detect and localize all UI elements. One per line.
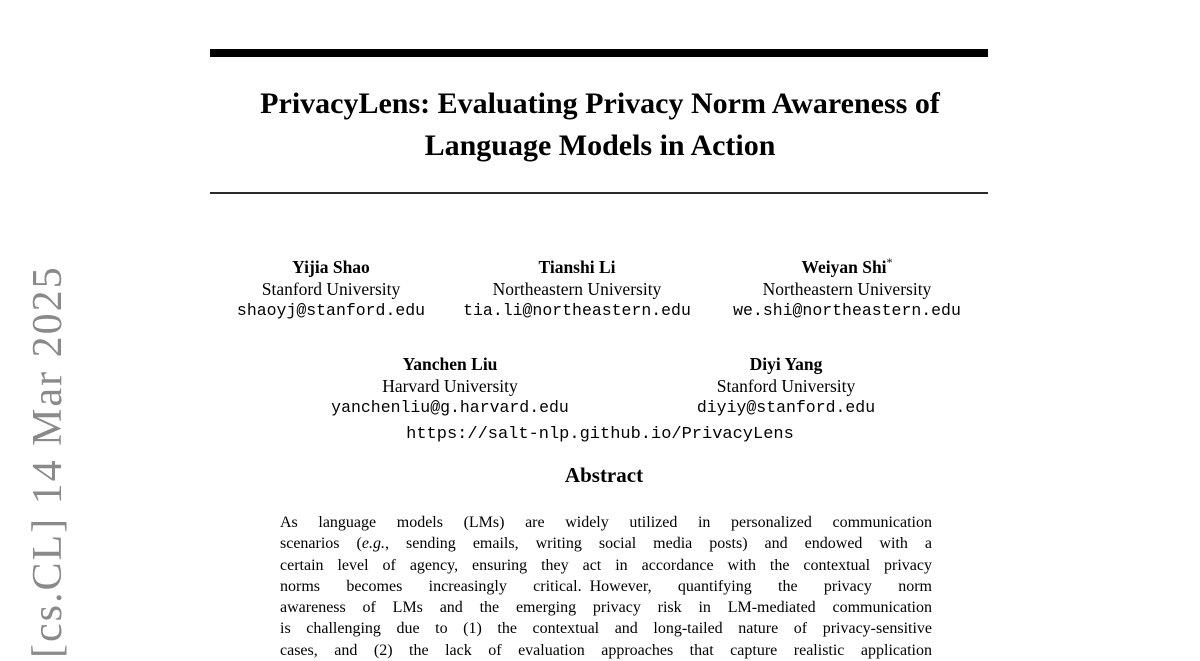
author-yanchen-liu: [331, 348, 569, 419]
author-note: *: [886, 255, 893, 269]
author-email: shaoyj@stanford.edu: [236, 300, 426, 320]
abstract-line: is challenging due to (1) the contextual and long-tailed nature of privacy-sensitive: [280, 620, 932, 638]
top-rule-thick: [210, 49, 988, 57]
author-affiliation: Northeastern University: [492, 278, 662, 299]
author-name: Yanchen Liu: [402, 353, 498, 374]
author-affiliation: Stanford University: [261, 278, 401, 299]
abstract-line: scenarios (e.g., sending emails, writing social media posts) and endowed with a: [280, 535, 933, 553]
author-weiyan-shi: [733, 251, 961, 322]
author-email: yanchenliu@g.harvard.edu: [331, 397, 569, 417]
abstract-line: certain level of agency, ensuring they act in accordance with the contextual privacy: [280, 556, 932, 574]
author-email: tia.li@northeastern.edu: [463, 300, 691, 320]
paper-title-line-2: Language Models in Action: [424, 129, 776, 162]
author-diyi-yang: [697, 348, 875, 419]
author-email: we.shi@northeastern.edu: [733, 300, 961, 320]
abstract-line: As language models (LMs) are widely utilized in personalized communication: [280, 514, 932, 531]
author-affiliation: Stanford University: [716, 375, 856, 396]
project-url-link[interactable]: https://salt-nlp.github.io/PrivacyLens: [406, 425, 794, 444]
abstract-line: cases, and (2) the lack of evaluation approaches that capture realistic application: [280, 641, 932, 659]
abstract-line: norms becomes increasingly critical. However, quantifying the privacy norm: [280, 577, 932, 595]
author-affiliation: Harvard University: [382, 375, 518, 396]
abstract-line: awareness of LMs and the emerging privacy risk in LM-mediated communication: [280, 599, 932, 617]
author-affiliation: Northeastern University: [762, 278, 932, 299]
paper-title-line-1: PrivacyLens: Evaluating Privacy Norm Awareness of: [260, 87, 940, 120]
author-tianshi-li: [463, 251, 691, 322]
author-yijia-shao: [237, 251, 425, 322]
author-email: diyiy@stanford.edu: [696, 397, 876, 417]
author-name: Weiyan Shi*: [801, 255, 893, 277]
arxiv-category-date-stamp: [cs.CL] 14 Mar 2025: [25, 265, 71, 658]
author-name: Diyi Yang: [749, 353, 823, 374]
abstract-text: [280, 512, 932, 661]
abstract-heading: Abstract: [564, 463, 644, 487]
author-name: Tianshi Li: [538, 256, 616, 277]
title-rule-thin: [210, 192, 988, 194]
author-name: Yijia Shao: [292, 256, 370, 277]
paper-title: [0, 83, 1200, 167]
